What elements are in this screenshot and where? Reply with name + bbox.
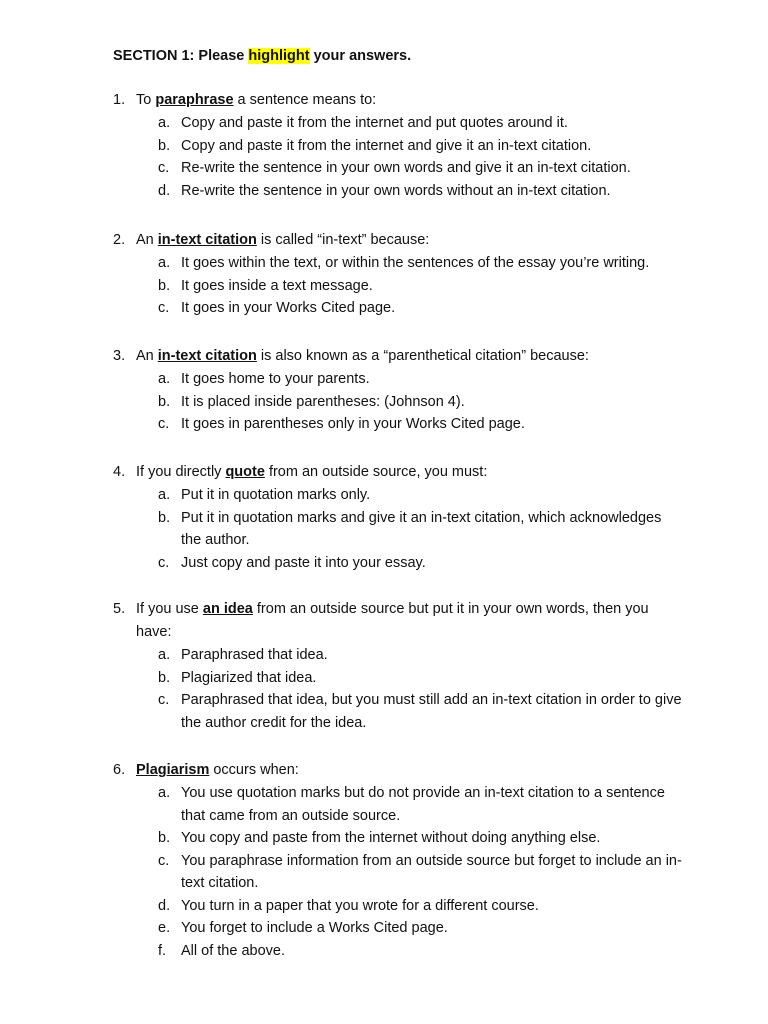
option-letter: b. [158, 137, 171, 154]
option-letter: a. [158, 785, 171, 801]
option-letter: c. [158, 554, 170, 571]
option-text: You turn in a paper that you wrote for a different course. [181, 897, 539, 914]
option-text: You forget to include a Works Cited page. [181, 920, 448, 936]
section-heading [113, 46, 411, 66]
question-number: 3. [113, 348, 126, 364]
question-prompt [113, 598, 683, 644]
answer-options [113, 112, 683, 202]
answer-option[interactable] [113, 157, 683, 180]
question-5 [113, 598, 683, 734]
answer-option[interactable] [113, 827, 683, 850]
option-letter: b. [158, 830, 171, 846]
option-letter: b. [158, 509, 171, 526]
answer-option[interactable] [113, 917, 683, 940]
answer-option[interactable] [113, 782, 683, 827]
answer-option[interactable] [113, 297, 683, 320]
answer-option[interactable] [113, 112, 683, 135]
question-keyword: in-text citation [157, 232, 257, 248]
option-letter: d. [158, 897, 171, 914]
option-text: It goes inside a text message. [181, 277, 373, 294]
question-prompt [113, 229, 683, 252]
option-letter: a. [158, 371, 171, 387]
answer-option[interactable] [113, 644, 683, 667]
option-text: It is placed inside parentheses: (Johnson 4). [181, 393, 465, 410]
question-number: 2. [113, 232, 126, 248]
question-prompt [113, 89, 683, 112]
answer-option[interactable] [113, 413, 683, 436]
question-text-post: occurs when: [209, 762, 299, 778]
option-letter: e. [158, 920, 171, 936]
answer-option[interactable] [113, 180, 683, 203]
question-prompt [113, 461, 683, 484]
option-letter: b. [158, 669, 171, 686]
question-text-post: is also known as a “parenthetical citation” because: [256, 348, 589, 364]
highlighted-word: highlight [248, 48, 310, 64]
answer-option[interactable] [113, 552, 683, 575]
answer-option[interactable] [113, 135, 683, 158]
answer-options [113, 782, 683, 962]
option-text: Re-write the sentence in your own words and give it an in-text citation. [181, 160, 631, 176]
option-text: All of the above. [181, 942, 285, 959]
question-text-pre: If you use [136, 601, 203, 617]
question-prompt [113, 345, 683, 368]
option-letter: d. [158, 182, 171, 199]
answer-option[interactable] [113, 850, 683, 895]
question-1 [113, 89, 683, 202]
option-text: You copy and paste from the internet without doing anything else. [181, 830, 601, 846]
question-keyword: Plagiarism [136, 762, 210, 778]
question-text-post: is called “in-text” because: [256, 232, 430, 248]
question-text-pre: An [136, 232, 158, 248]
answer-option[interactable] [113, 368, 683, 391]
answer-options [113, 484, 683, 574]
option-text: Copy and paste it from the internet and put quotes around it. [181, 115, 568, 131]
option-text: Plagiarized that idea. [181, 669, 317, 686]
option-letter: c. [158, 416, 170, 432]
option-text: You paraphrase information from an outside source but forget to include an in-text citation. [181, 852, 682, 891]
answer-option[interactable] [113, 275, 683, 298]
answer-option[interactable] [113, 940, 683, 963]
question-text-post: from an outside source but put it in your own words, then you have: [136, 601, 649, 640]
option-letter: c. [158, 300, 170, 316]
question-keyword: quote [225, 464, 265, 480]
question-keyword: in-text citation [157, 348, 257, 364]
answer-option[interactable] [113, 391, 683, 414]
question-keyword: paraphrase [155, 92, 234, 108]
option-text: You use quotation marks but do not provide an in-text citation to a sentence that came from an outside source. [181, 785, 665, 824]
option-letter: c. [158, 160, 170, 176]
answer-option[interactable] [113, 507, 683, 552]
option-letter: b. [158, 277, 171, 294]
option-letter: c. [158, 692, 170, 708]
question-number: 1. [113, 92, 126, 108]
question-number: 6. [113, 762, 126, 778]
option-letter: a. [158, 487, 171, 503]
option-text: Paraphrased that idea, but you must still add an in-text citation in order to give the author credit for the idea. [181, 692, 682, 731]
question-number: 5. [113, 601, 126, 617]
answer-options [113, 252, 683, 320]
question-text-pre: To [136, 92, 156, 108]
question-text-post: from an outside source, you must: [264, 464, 488, 480]
option-letter: a. [158, 115, 171, 131]
option-text: It goes within the text, or within the sentences of the essay you’re writing. [181, 255, 650, 271]
option-text: Re-write the sentence in your own words without an in-text citation. [181, 182, 611, 199]
option-text: Put it in quotation marks only. [181, 487, 371, 503]
option-letter: a. [158, 255, 171, 271]
question-4 [113, 461, 683, 574]
question-prompt [113, 759, 683, 782]
option-letter: c. [158, 852, 170, 869]
answer-options [113, 644, 683, 734]
option-letter: f. [158, 942, 167, 959]
answer-option[interactable] [113, 484, 683, 507]
answer-option[interactable] [113, 667, 683, 690]
option-text: Copy and paste it from the internet and give it an in-text citation. [181, 137, 592, 154]
option-text: Paraphrased that idea. [181, 647, 328, 663]
section-heading-prefix: SECTION 1: Please [113, 48, 249, 64]
option-text: It goes in your Works Cited page. [181, 300, 396, 316]
question-number: 4. [113, 464, 126, 480]
question-3 [113, 345, 683, 436]
question-text-post: a sentence means to: [233, 92, 377, 108]
answer-options [113, 368, 683, 436]
question-text-pre: If you directly [136, 464, 226, 480]
answer-option[interactable] [113, 252, 683, 275]
option-text: Just copy and paste it into your essay. [181, 554, 426, 571]
question-2 [113, 229, 683, 320]
question-text-pre: An [136, 348, 158, 364]
option-letter: b. [158, 393, 171, 410]
option-text: It goes in parentheses only in your Works Cited page. [181, 416, 525, 432]
option-text: Put it in quotation marks and give it an in-text citation, which acknowledges the author. [181, 509, 662, 548]
answer-option[interactable] [113, 895, 683, 918]
question-6 [113, 759, 683, 962]
answer-option[interactable] [113, 689, 683, 734]
option-text: It goes home to your parents. [181, 371, 370, 387]
option-letter: a. [158, 647, 171, 663]
question-keyword: an idea [202, 601, 253, 617]
section-heading-suffix: your answers. [309, 48, 412, 64]
